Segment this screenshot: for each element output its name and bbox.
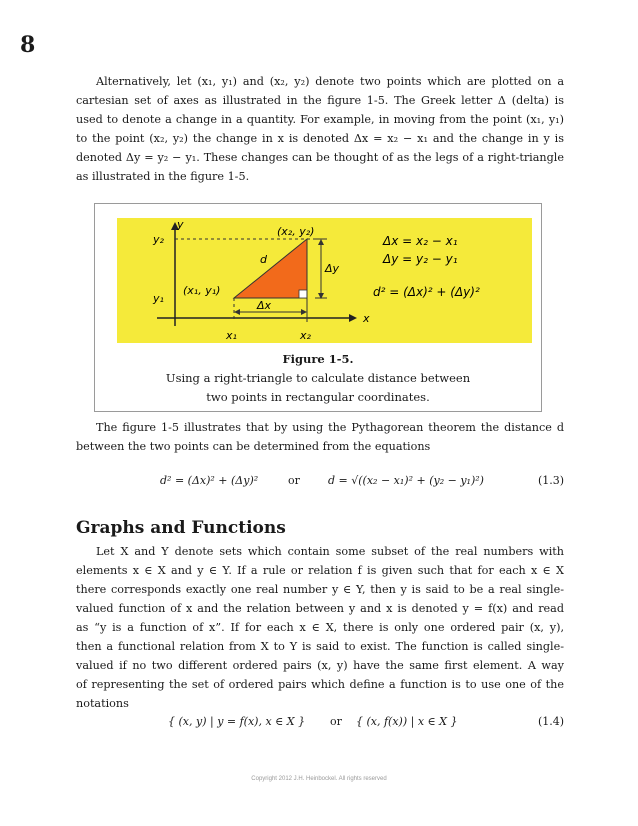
y1-label: y₁	[153, 292, 164, 305]
text-line: between the two points can be determined from the equations	[76, 440, 431, 453]
text-line: valued function of x and the relation between y and x is denoted y = f(x) and read	[76, 602, 564, 615]
x1-label: x₁	[226, 329, 237, 342]
point-left-label: (x₁, y₁)	[183, 284, 221, 297]
text-line: as illustrated in the figure 1-5.	[76, 170, 250, 183]
delta-x-equation: Δx = x₂ − x₁	[383, 234, 458, 248]
y-axis-label: y	[177, 218, 184, 231]
figure-caption-title: Figure 1-5.	[282, 352, 354, 366]
text-line: Alternatively, let (x₁, y₁) and (x₂, y₂) denote two points which are plotted on a	[96, 75, 564, 88]
copyright-notice: Copyright 2012 J.H. Heinbockel. All rights reserved	[251, 776, 387, 782]
section-heading: Graphs and Functions	[76, 518, 286, 538]
equation-or: or	[288, 474, 300, 487]
paragraph-intro	[76, 72, 564, 186]
text-line: there corresponds exactly one real number y ∈ Y, then y is said to be a real single-	[76, 583, 564, 596]
equation-right: { (x, f(x)) | x ∈ X }	[356, 715, 458, 728]
equation-number: (1.4)	[538, 715, 565, 728]
text-line: elements x ∈ X and y ∈ Y. If a rule or relation f is given such that for each x ∈ X	[76, 564, 564, 577]
dy-label: Δy	[325, 262, 340, 275]
figure-caption-line: Using a right-triangle to calculate distance between	[165, 371, 471, 385]
text-line: valued if no two different ordered pairs (x, y) have the same first element. A way	[76, 659, 564, 672]
text-line: The figure 1-5 illustrates that by using the Pythagorean theorem the distance d	[96, 421, 564, 434]
equation-or: or	[330, 715, 342, 728]
text-line: of representing the set of ordered pairs which define a function is to use one of the	[76, 678, 564, 691]
text-line: used to denote a change in a quantity. For example, in moving from the point (x₁, y₁)	[76, 113, 564, 126]
equation-left: { (x, y) | y = f(x), x ∈ X }	[168, 715, 306, 728]
text-line: as “y is a function of x”. If for each x ∈ X, there is only one ordered pair (x, y),	[76, 621, 564, 634]
text-line: cartesian set of axes as illustrated in the figure 1-5. The Greek letter Δ (delta) is	[76, 94, 564, 107]
delta-y-equation: Δy = y₂ − y₁	[383, 252, 458, 266]
y2-label: y₂	[153, 233, 164, 246]
paragraph-functions	[76, 542, 564, 713]
text-line: denoted Δy = y₂ − y₁. These changes can be thought of as the legs of a right-triangle	[76, 151, 564, 164]
figure-caption-line: two points in rectangular coordinates.	[206, 390, 430, 404]
equation-number: (1.3)	[538, 474, 565, 487]
point-top-label: (x₂, y₂)	[277, 225, 315, 238]
x2-label: x₂	[300, 329, 311, 342]
dx-label: Δx	[257, 299, 272, 312]
equation-left: d² = (Δx)² + (Δy)²	[160, 474, 259, 487]
diagram-background	[117, 218, 532, 343]
text-line: notations	[76, 697, 129, 710]
distance-equation: d² = (Δx)² + (Δy)²	[373, 285, 480, 299]
paragraph-pythagorean	[76, 418, 564, 456]
text-line: Let X and Y denote sets which contain some subset of the real numbers with	[96, 545, 564, 558]
x-axis-label: x	[363, 312, 370, 325]
hypotenuse-label: d	[260, 253, 267, 266]
right-triangle-diagram	[117, 218, 532, 343]
right-angle-marker	[299, 290, 307, 298]
text-line: to the point (x₂, y₂) the change in x is denoted Δx = x₂ − x₁ and the change in y is	[76, 132, 564, 145]
figure-1-5	[94, 203, 542, 412]
text-line: then a functional relation from X to Y is said to exist. The function is called single-	[76, 640, 564, 653]
page-number: 8	[20, 32, 36, 58]
equation-right: d = √((x₂ − x₁)² + (y₂ − y₁)²)	[328, 474, 484, 487]
